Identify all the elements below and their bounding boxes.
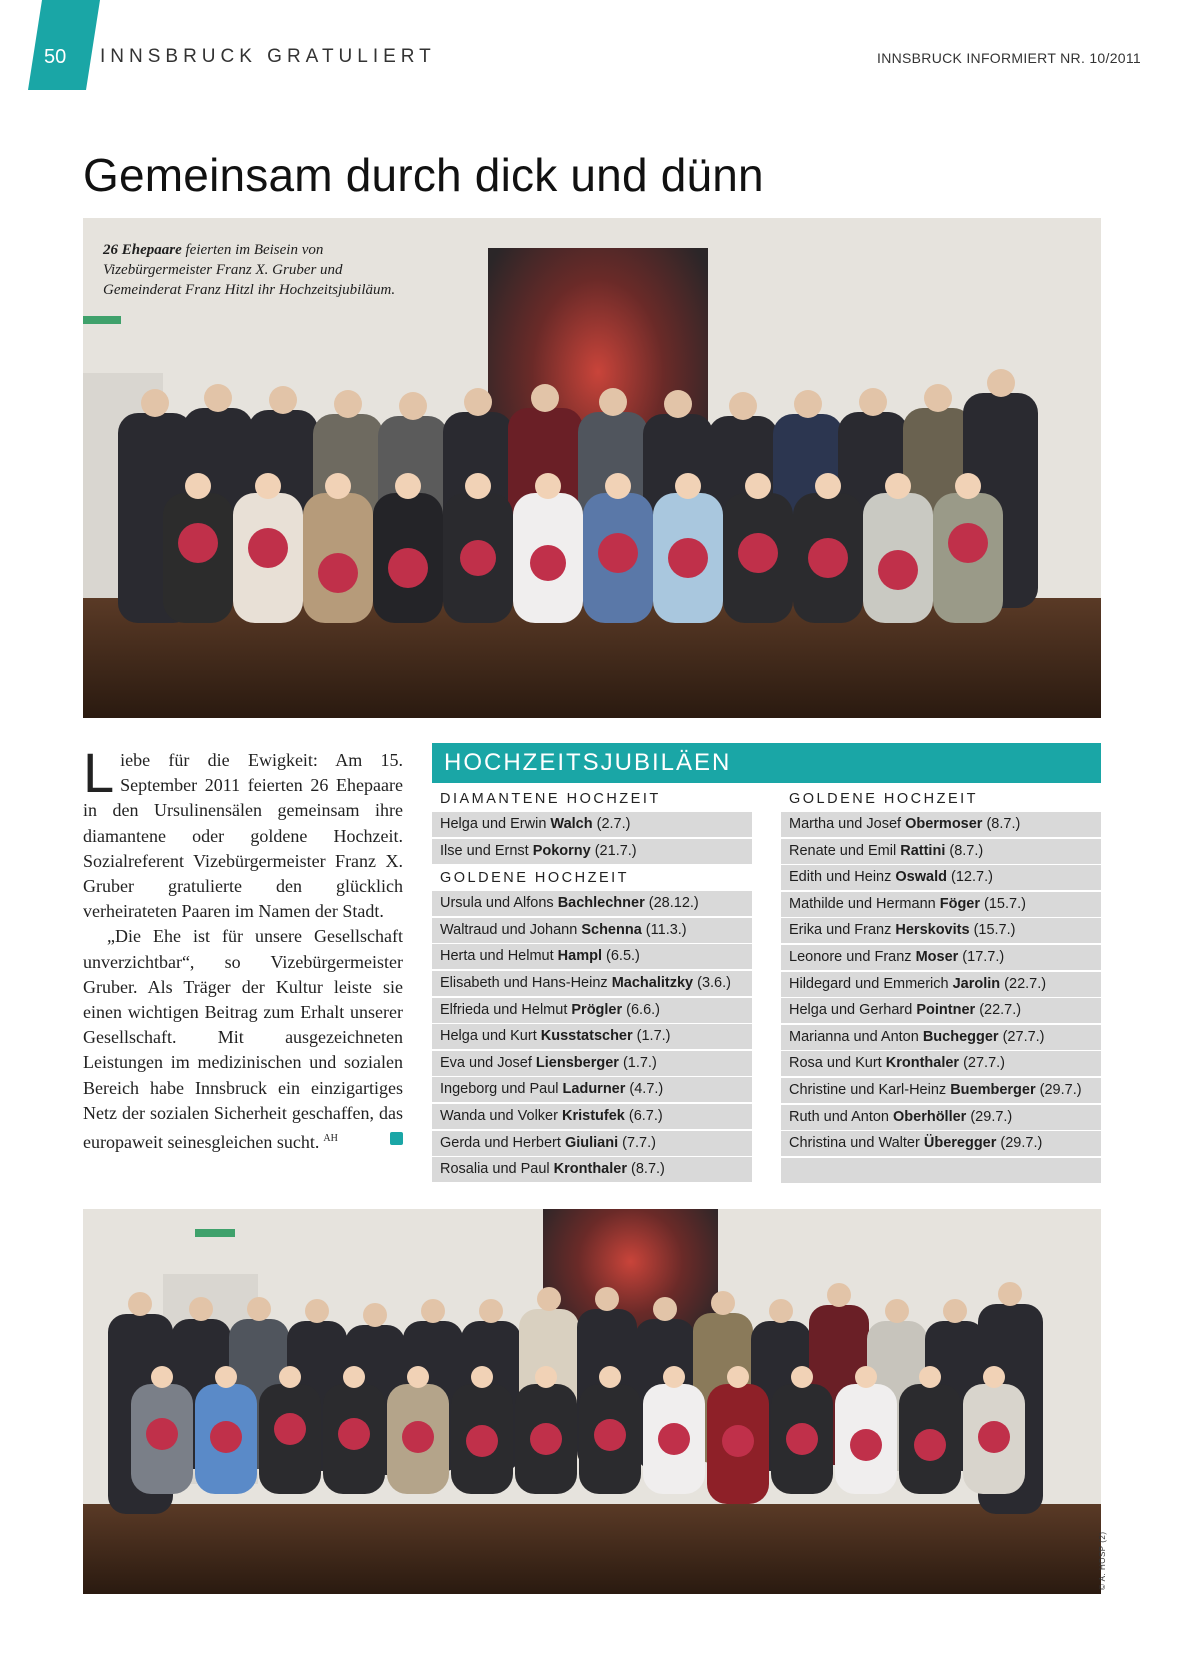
article-headline: Gemeinsam durch dick und dünn [83,149,764,201]
wedding-date: (3.6.) [693,974,731,991]
couple-first-names: Renate und Emil [789,842,901,859]
couple-surname: Liensberger [535,1054,619,1071]
jubilee-row [432,1157,752,1182]
couple-surname: Kusstatscher [540,1028,633,1045]
jubilee-row [781,812,1101,837]
jubilee-row [781,998,1101,1023]
photo-credit: © A. HOSP (2) [1098,1531,1107,1590]
jubilee-row [432,891,752,916]
jubilee-row [432,918,752,943]
wedding-date: (29.7.) [1035,1081,1082,1098]
jubilee-row [432,1051,752,1076]
couple-surname: Rattini [900,842,946,859]
wedding-date: (22.7.) [975,1002,1022,1019]
couple-first-names: Christine und Karl-Heinz [789,1081,951,1098]
wedding-date: (12.7.) [946,869,993,886]
jubilee-row [432,839,752,864]
couple-first-names: Ursula und Alfons [440,895,558,912]
couple-surname: Kronthaler [553,1161,627,1178]
wedding-date: (11.3.) [641,921,687,938]
caption-highlight: 26 Ehepaare [103,242,182,258]
couple-surname: Hampl [557,948,602,965]
couple-first-names: Helga und Gerhard [789,1002,917,1019]
couple-surname: Ladurner [562,1081,626,1098]
wedding-date: (4.7.) [625,1081,664,1098]
wedding-date: (29.7.) [996,1135,1043,1152]
couple-first-names: Elisabeth und Hans-Heinz [440,974,612,991]
paragraph-1-text: iebe für die Ewigkeit: Am 15. September 2011 feierten 26 Ehepaare in den Ursulinensälen gemeinsam ihre diamantene oder goldene Hochzeit. Sozialreferent Vizebürgermeister Franz X. Gruber gratulierte den glücklich verheirateten Paaren im Namen der Stadt. [83,750,403,922]
jubilee-row [781,1158,1101,1183]
couple-surname: Pointner [916,1002,976,1019]
section-title: INNSBRUCK GRATULIERT [100,46,436,67]
photo-caption [103,240,423,300]
wedding-date: (6.6.) [622,1001,661,1018]
drop-cap: L [83,741,115,804]
golden-wedding-list [432,891,752,1182]
wedding-date: (1.7.) [632,1028,671,1045]
article-body [83,741,403,1155]
group-photo-top [83,218,1101,718]
jubilee-row [432,1077,752,1102]
jubilee-row [432,971,752,996]
couple-surname: Pokorny [532,842,591,859]
page-number: 50 [44,46,67,68]
couple-first-names: Waltraud und Johann [440,921,582,938]
couple-first-names: Wanda und Volker [440,1107,562,1124]
couple-surname: Moser [915,948,959,965]
wedding-date: (27.7.) [959,1055,1005,1072]
jubilees-right-column [781,786,1101,1184]
couple-first-names: Elfrieda und Helmut [440,1001,572,1018]
jubilee-row [432,944,752,969]
page-number-tab [28,0,100,90]
wedding-date: (8.7.) [627,1161,665,1178]
wedding-date: (27.7.) [998,1028,1045,1045]
couple-first-names: Martha und Josef [789,816,906,832]
jubilee-row [781,1131,1101,1156]
couple-surname: Walch [550,816,593,832]
wedding-date: (15.7.) [969,922,1016,939]
paragraph-2 [83,924,403,1155]
couple-surname: Giuliani [564,1134,619,1151]
couple-first-names: Helga und Kurt [440,1028,541,1045]
wedding-date: (28.12.) [644,895,699,912]
paragraph-2-text: „Die Ehe ist für unsere Gesellschaft unverzichtbar“, so Vizebürgermeister Gruber. Als Träger der Kultur leiste sie einen wichtigen Beitrag zum Erhalt unserer Gesellschaft. Mit ausgezeichneten Leistungen im medizinischen und sozialen Bereich habe Innsbruck ein einzigartiges Netz der sozialen Sicherheit geschaffen, das europaweit seinesgleichen sucht. [83,926,403,1153]
couple-first-names: Ilse und Ernst [440,842,533,859]
diamond-wedding-list [432,812,752,864]
wedding-date: (8.7.) [945,842,984,859]
jubilee-row [432,812,752,837]
jubilee-row [432,1104,752,1129]
golden-wedding-list-right [781,812,1101,1183]
couple-first-names: Ruth und Anton [789,1108,893,1125]
jubilee-row [781,865,1101,890]
couple-first-names: Christina und Walter [789,1135,924,1152]
wedding-date: (29.7.) [966,1108,1013,1125]
couple-surname: Prögler [571,1001,623,1018]
jubilee-row [781,839,1101,864]
jubilee-row [781,1105,1101,1130]
jubilee-row [781,1025,1101,1050]
wedding-date: (7.7.) [618,1134,656,1151]
couple-surname: Herskovits [895,922,970,939]
couple-surname: Kronthaler [885,1055,960,1072]
couple-surname: Kristufek [561,1107,625,1124]
couple-first-names: Mathilde und Hermann [789,895,940,912]
author-initials: AH [323,1133,338,1145]
wedding-date: (21.7.) [590,842,637,859]
wedding-date: (2.7.) [592,816,631,832]
couple-surname: Oswald [895,869,947,886]
couple-surname: Bachlechner [557,895,645,912]
wedding-date: (6.7.) [624,1107,663,1124]
couple-first-names: Rosalia und Paul [440,1161,554,1178]
golden-wedding-title-right: GOLDENE HOCHZEIT [789,791,979,807]
couple-surname: Überegger [923,1135,997,1152]
couple-surname: Jarolin [952,975,1001,992]
wedding-date: (8.7.) [982,816,1021,832]
couple-surname: Machalitzky [611,974,694,991]
couple-surname: Oberhöller [893,1108,967,1125]
couple-first-names: Edith und Heinz [789,869,896,886]
couple-first-names: Helga und Erwin [440,816,551,832]
couple-surname: Föger [939,895,981,912]
couple-surname: Buemberger [950,1081,1036,1098]
couple-first-names: Gerda und Herbert [440,1134,565,1151]
diamond-wedding-title: DIAMANTENE HOCHZEIT [440,791,661,807]
group-photo-bottom-image [83,1209,1101,1594]
jubilee-row [781,972,1101,997]
couple-first-names: Marianna und Anton [789,1028,923,1045]
couple-first-names: Erika und Franz [789,922,896,939]
paragraph-1 [83,741,403,924]
group-photo-bottom [83,1209,1101,1594]
couple-first-names: Ingeborg und Paul [440,1081,563,1098]
jubilee-row [781,1078,1101,1103]
wedding-date: (22.7.) [1000,975,1047,992]
jubilee-row [781,918,1101,943]
jubilees-left-column [432,786,752,1184]
couple-first-names: Hildegard und Emmerich [789,975,953,992]
couple-surname: Obermoser [905,816,983,832]
jubilee-row [781,892,1101,917]
jubilee-row [432,998,752,1023]
issue-label: INNSBRUCK INFORMIERT NR. 10/2011 [877,50,1141,66]
end-mark-icon [390,1132,403,1145]
jubilee-row [432,1024,752,1049]
jubilees-header: HOCHZEITSJUBILÄEN [432,743,1101,783]
couple-first-names: Eva und Josef [440,1054,536,1071]
wedding-date: (15.7.) [980,895,1026,912]
couple-surname: Buchegger [922,1028,999,1045]
wedding-date: (6.5.) [602,948,640,965]
jubilee-row [781,1051,1101,1076]
caption-text: feierten im Beisein von Vizebürgermeister Franz X. Gruber und Gemeinderat Franz Hitzl ihr Hochzeitsjubiläum. [103,242,396,298]
couple-first-names: Herta und Helmut [440,948,558,965]
golden-wedding-title: GOLDENE HOCHZEIT [440,870,630,887]
couple-first-names: Rosa und Kurt [789,1055,886,1072]
couple-first-names: Leonore und Franz [789,948,916,965]
wedding-date: (1.7.) [618,1054,657,1071]
wedding-date: (17.7.) [958,948,1005,965]
jubilee-row [781,945,1101,970]
jubilee-row [432,1131,752,1156]
couple-surname: Schenna [581,921,642,938]
